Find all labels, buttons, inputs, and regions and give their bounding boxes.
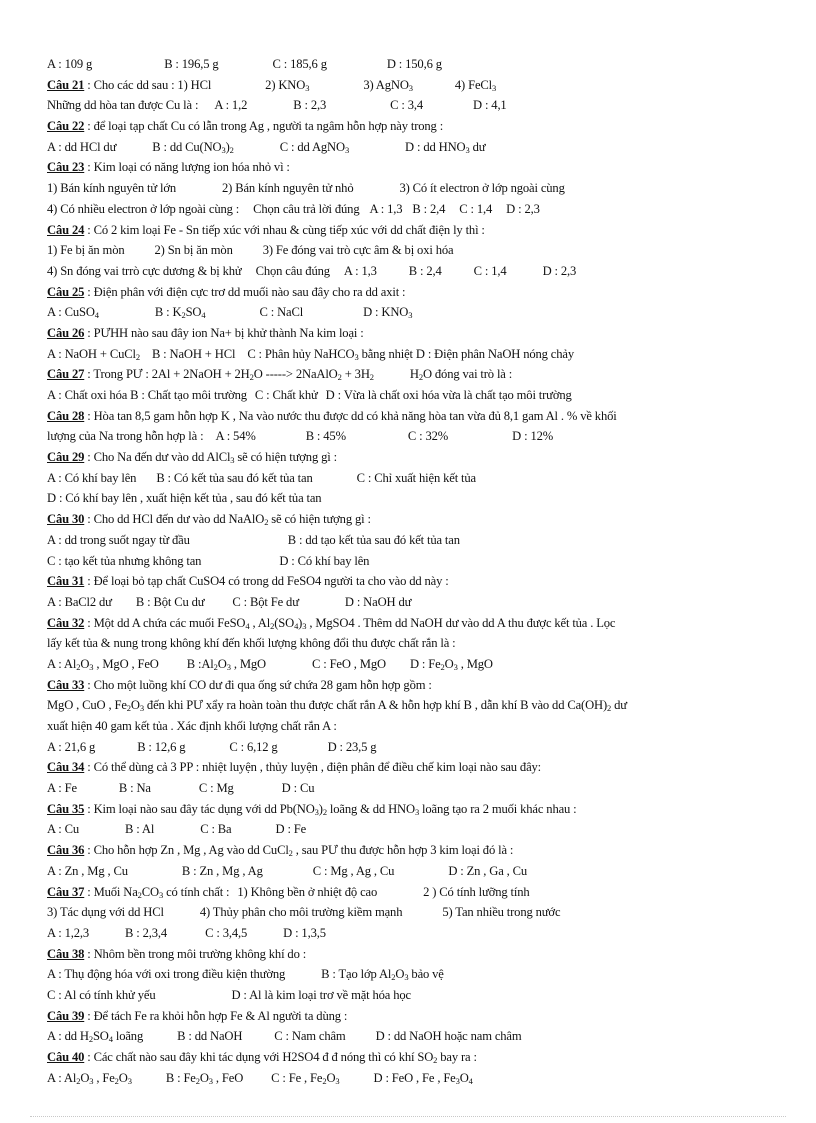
subscript: 2 [369, 372, 374, 383]
subscript: 3 [408, 82, 413, 93]
text-segment: B : 45% [305, 429, 346, 444]
answer-line [47, 240, 777, 261]
text-segment: B : Zn , Mg , Ag [181, 863, 263, 878]
text-segment: 2 ) Có tính lưỡng tính [423, 884, 530, 899]
question-line [47, 882, 777, 903]
text-segment: B : 2,3 [293, 98, 327, 113]
subscript: 2 [137, 889, 142, 900]
text-segment: , MgSO4 . Thêm dd NaOH dư vào dd A thu được kết tủa . Lọc [306, 615, 616, 630]
text-segment: A : dd H [47, 1029, 89, 1044]
text-segment: D : 12% [512, 429, 554, 444]
text-segment: , FeO [212, 1070, 244, 1085]
text-segment: O [118, 1070, 128, 1085]
text-segment: : Một dd A chứa các muối FeSO [84, 615, 246, 630]
answer-line [47, 985, 777, 1006]
subscript: 3 [354, 351, 359, 362]
text-segment: : Để tách Fe ra khỏi hỗn hợp Fe & Al người ta dùng : [84, 1008, 348, 1023]
text-segment: A : dd trong suốt ngay từ đầu [47, 532, 190, 547]
text-segment: sẽ có hiện tượng gì : [234, 450, 337, 465]
text-segment: : Cho dd HCl đến dư vào dd NaAlO [84, 512, 265, 527]
text-segment: A : Fe [47, 781, 77, 796]
text-segment: , sau PƯ thu được hỗn hợp 3 kim loại đó là : [292, 843, 514, 858]
text-segment: D : 150,6 g [386, 57, 442, 71]
question-number: Câu 23 [47, 160, 85, 175]
text-segment: D : Vừa là chất oxi hóa vừa là chất tạo môi trường [325, 388, 572, 402]
question-number: Câu 34 [47, 760, 85, 775]
text-segment: 2) Sn bị ăn mòn [154, 243, 233, 258]
text-segment: D : dd NaOH hoặc nam châm [375, 1029, 522, 1044]
text-segment: 2) KNO [265, 77, 306, 92]
text-segment: : Có 2 kim loại Fe - Sn tiếp xúc với nhau & cùng tiếp xúc với dd chất điện ly thì : [84, 222, 485, 237]
subscript: 2 [288, 848, 293, 859]
answer-line [47, 54, 777, 75]
answer-line [47, 199, 777, 220]
subscript: 2 [229, 144, 234, 155]
question-number: Câu 40 [47, 1050, 85, 1064]
text-segment: D : 2,3 [542, 263, 577, 278]
text-segment: A : BaCl2 dư [47, 594, 112, 609]
document-page [47, 54, 777, 1088]
question-line [47, 799, 777, 820]
text-segment: xuất hiện 40 gam kết tủa . Xác định khối lượng chất rắn A : [47, 719, 337, 733]
text-segment: : Để loại bỏ tạp chất CuSO4 có trong dd FeSO4 người ta cho vào dd này : [84, 574, 449, 589]
subscript: 3 [208, 1075, 213, 1086]
text-segment: B : 196,5 g [164, 57, 219, 71]
text-segment: dư [611, 698, 627, 713]
text-segment: B : Bột Cu dư [135, 594, 205, 609]
question-line [47, 613, 777, 634]
question-line [47, 447, 777, 468]
text-segment: B : dd NaOH [177, 1029, 243, 1044]
text-segment: : Cho hỗn hợp Zn , Mg , Ag vào dd CuCl [84, 843, 289, 858]
text-segment: O [130, 698, 140, 713]
text-segment: O [80, 656, 90, 671]
text-segment: B : dd Cu(NO [152, 139, 222, 154]
subscript: 2 [418, 372, 423, 383]
text-segment: D : 4,1 [473, 98, 507, 113]
question-line [47, 571, 777, 592]
text-segment: : Nhôm bền trong môi trường không khí do : [84, 946, 307, 961]
text-segment: A : Chất oxi hóa B : Chất tạo môi trường [47, 388, 247, 402]
question-line [47, 323, 777, 344]
text-segment: C : Al có tính khử yếu [47, 987, 156, 1002]
question-number: Câu 22 [47, 119, 85, 134]
subscript: 2 [76, 661, 81, 672]
answer-line [47, 695, 777, 716]
text-segment: MgO , CuO , Fe [47, 698, 127, 713]
subscript: 2 [264, 517, 269, 528]
text-segment: B : 2,4 [412, 201, 446, 216]
question-line [47, 840, 777, 861]
subscript: 3 [453, 661, 458, 672]
text-segment: A : 21,6 g [47, 739, 96, 754]
text-segment: SO [92, 1029, 109, 1044]
text-segment: B : NaOH + HCl [151, 346, 236, 361]
text-segment: B : Na [118, 781, 151, 796]
answer-line [47, 716, 777, 737]
answer-line [47, 592, 777, 613]
text-segment: 3) Fe đóng vai trò cực âm & bị oxi hóa [262, 243, 454, 258]
text-segment: : Có thể dùng cả 3 PP : nhiệt luyện , thủy luyện , điện phân để điều chế kim loại nào sau đây: [84, 760, 542, 775]
question-number: Câu 26 [47, 325, 85, 340]
subscript: 3 [302, 620, 307, 631]
text-segment: C : Mg , Ag , Cu [312, 863, 395, 878]
text-segment: Chọn câu trả lời đúng [253, 201, 360, 216]
text-segment: D : 1,3,5 [283, 925, 326, 940]
text-segment: O [395, 967, 405, 982]
answer-line [47, 488, 777, 509]
text-segment: đến khi PƯ xẩy ra hoàn toàn thu được chất rắn A & hỗn hợp khí B , dẫn khí B vào dd Ca(OH) [143, 698, 608, 713]
text-segment: : Các chất nào sau đây khi tác dụng với H2SO4 đ đ nóng thì có khí SO [84, 1050, 434, 1064]
answer-line [47, 302, 777, 323]
text-segment: 2) Bán kính nguyên tử nhỏ [222, 181, 354, 196]
subscript: 3 [89, 661, 94, 672]
subscript: 2 [270, 620, 275, 631]
question-line [47, 157, 777, 178]
text-segment: D : Al là kim loại trơ về mặt hóa học [231, 987, 411, 1002]
subscript: 3 [404, 972, 409, 983]
subscript: 2 [135, 351, 140, 362]
subscript: 3 [455, 1075, 460, 1086]
subscript: 3 [158, 889, 164, 900]
text-segment: C : 1,4 [459, 201, 493, 216]
answer-line [47, 385, 777, 406]
text-segment: D : KNO [363, 305, 409, 320]
answer-line [47, 95, 777, 116]
question-number: Câu 33 [47, 677, 85, 692]
subscript: 2 [391, 972, 396, 983]
subscript: 4 [468, 1075, 473, 1086]
text-segment: C : 3,4 [390, 98, 423, 113]
text-segment: C : tạo kết tủa nhưng không tan [47, 553, 202, 568]
text-segment: 1) Không bền ở nhiệt độ cao [237, 884, 378, 899]
question-line [47, 116, 777, 137]
text-segment: : Kim loại có năng lượng ion hóa nhỏ vì : [84, 160, 290, 175]
text-segment: 4) Sn đóng vai trrò cực dương & bị khử [47, 263, 242, 278]
text-segment: C : dd AgNO [279, 139, 345, 154]
text-segment: C : Phân hủy NaHCO [247, 346, 355, 361]
text-segment: C : 3,4,5 [205, 925, 248, 940]
text-segment: C : NaCl [259, 305, 304, 320]
question-number: Câu 32 [47, 615, 85, 630]
question-line [47, 1006, 777, 1027]
answer-line [47, 819, 777, 840]
text-segment: + 3H [341, 367, 370, 382]
text-segment: C : 185,6 g [272, 57, 327, 71]
text-segment: A : 109 g [47, 57, 93, 71]
question-line [47, 406, 777, 427]
question-number: Câu 35 [47, 801, 85, 816]
subscript: 3 [221, 144, 226, 155]
subscript: 3 [230, 455, 235, 466]
question-line [47, 282, 777, 303]
question-number: Câu 24 [47, 222, 85, 237]
subscript: 4 [94, 310, 99, 321]
text-segment: D : Có khí bay lên , xuất hiện kết tủa , sau đó kết tủa tan [47, 491, 322, 506]
text-segment: A : Có khí bay lên [47, 470, 137, 485]
subscript: 2 [213, 661, 218, 672]
text-segment: B : 2,3,4 [125, 925, 168, 940]
text-segment: B : Fe [165, 1070, 196, 1085]
text-segment: A : Al [47, 1070, 77, 1085]
text-segment: C : Chất khử [254, 388, 318, 402]
text-segment: 3) AgNO [363, 77, 409, 92]
text-segment: D : Cu [281, 781, 315, 796]
text-segment: lấy kết tủa & nung trong không khí đến khối lượng không đổi thu được chất rắn là : [47, 636, 456, 651]
answer-line [47, 778, 777, 799]
subscript: 4 [201, 310, 206, 321]
question-line [47, 364, 777, 385]
text-segment: D : Có khí bay lên [279, 553, 370, 568]
text-segment: C : FeO , MgO [311, 656, 386, 671]
text-segment: D : NaOH dư [344, 594, 412, 609]
text-segment: B : Có kết tủa sau đó kết tủa tan [156, 470, 313, 485]
text-segment: B : 12,6 g [137, 739, 186, 754]
text-segment: 1) Fe bị ăn mòn [47, 243, 125, 258]
subscript: 3 [226, 661, 231, 672]
text-segment: , MgO [457, 656, 493, 671]
question-line [47, 675, 777, 696]
text-segment: A : 1,2,3 [47, 925, 90, 940]
text-segment: C : Mg [198, 781, 234, 796]
text-segment: O [459, 1070, 469, 1085]
question-line [47, 1047, 777, 1068]
subscript: 3 [465, 144, 470, 155]
text-segment: ) [298, 615, 303, 630]
subscript: 3 [344, 144, 350, 155]
question-number: Câu 25 [47, 284, 85, 299]
subscript: 2 [88, 1034, 93, 1045]
text-segment: : để loại tạp chất Cu có lẫn trong Ag , người ta ngâm hỗn hợp này trong : [84, 119, 444, 134]
text-segment: B : 2,4 [408, 263, 442, 278]
text-segment: : Điện phân với điện cực trơ dd muối nào sau đây cho ra dd axit : [84, 284, 406, 299]
subscript: 2 [322, 1075, 327, 1086]
answer-line [47, 426, 777, 447]
text-segment: sẽ có hiện tượng gì : [268, 512, 371, 527]
question-number: Câu 29 [47, 450, 85, 465]
text-segment: B : dd tạo kết tủa sau đó kết tủa tan [287, 532, 460, 547]
subscript: 3 [89, 1075, 94, 1086]
text-segment: (SO [274, 615, 295, 630]
text-segment: O [444, 656, 454, 671]
question-line [47, 757, 777, 778]
text-segment: : Cho Na đến dư vào dd AlCl [84, 450, 231, 465]
text-segment: O [326, 1070, 336, 1085]
text-segment: ) [318, 801, 323, 816]
text-segment: A : Zn , Mg , Cu [47, 863, 128, 878]
text-segment: loãng tạo ra 2 muối khác nhau : [419, 801, 577, 816]
answer-line [47, 633, 777, 654]
subscript: 2 [440, 661, 445, 672]
text-segment: O đóng vai trò là : [422, 367, 513, 382]
text-segment: C : 1,4 [473, 263, 507, 278]
text-segment: : Kim loại nào sau đây tác dụng với dd Pb(NO [84, 801, 315, 816]
subscript: 3 [127, 1075, 132, 1086]
question-number: Câu 36 [47, 843, 85, 858]
answer-line [47, 530, 777, 551]
text-segment: : Cho các dd sau : 1) HCl [84, 77, 212, 92]
text-segment: , Al [249, 615, 271, 630]
text-segment: dư [469, 139, 486, 154]
subscript: 3 [414, 806, 420, 817]
text-segment: lượng của Na trong hỗn hợp là : [47, 429, 204, 444]
page-bottom-divider [30, 1116, 786, 1117]
text-segment: C : 6,12 g [229, 739, 278, 754]
answer-line [47, 964, 777, 985]
text-segment: C : Chỉ xuất hiện kết tủa [356, 470, 476, 485]
text-segment: A : dd HCl dư [47, 139, 117, 154]
question-number: Câu 38 [47, 946, 85, 961]
text-segment: B : Tạo lớp Al [321, 967, 392, 982]
text-segment: : Trong PƯ : 2Al + 2NaOH + 2H [84, 367, 250, 382]
text-segment: , MgO [230, 656, 266, 671]
question-line [47, 944, 777, 965]
subscript: 4 [245, 620, 250, 631]
text-segment: : Cho một luồng khí CO dư đi qua ống sứ chứa 28 gam hỗn hợp gồm : [84, 677, 432, 692]
text-segment: 5) Tan nhiều trong nước [442, 905, 561, 920]
text-segment: A : NaOH + CuCl [47, 346, 136, 361]
text-segment: D : Fe [409, 656, 441, 671]
text-segment: có tính chất : [163, 884, 230, 899]
subscript: 3 [305, 82, 310, 93]
text-segment: D : 2,3 [506, 201, 540, 216]
subscript: 2 [607, 703, 612, 714]
text-segment: D : dd HNO [405, 139, 466, 154]
text-segment: : PƯHH nào sau đây ion Na+ bị khử thành Na kim loại : [84, 325, 364, 340]
text-segment: C : Fe , Fe [271, 1070, 323, 1085]
subscript: 4 [108, 1034, 113, 1045]
text-segment: , MgO , FeO [93, 656, 159, 671]
question-number: Câu 39 [47, 1008, 85, 1023]
text-segment: D : FeO , Fe , Fe [373, 1070, 456, 1085]
text-segment: bằng nhiệt D : Điện phân NaOH nóng chảy [358, 346, 574, 361]
answer-line [47, 261, 777, 282]
answer-line [47, 1026, 777, 1047]
text-segment: A : CuSO [47, 305, 95, 320]
subscript: 2 [195, 1075, 200, 1086]
question-number: Câu 30 [47, 512, 85, 527]
question-line [47, 220, 777, 241]
subscript: 2 [114, 1075, 119, 1086]
subscript: 3 [335, 1075, 340, 1086]
text-segment: 4) Thủy phân cho môi trường kiềm mạnh [199, 905, 403, 920]
text-segment: D : 23,5 g [327, 739, 377, 754]
text-segment: A : 1,3 [369, 201, 403, 216]
text-segment: A : 54% [215, 429, 256, 444]
text-segment: O [80, 1070, 90, 1085]
text-segment: D : Fe [275, 822, 307, 837]
answer-line [47, 178, 777, 199]
text-segment: A : Cu [47, 822, 79, 837]
text-segment: 3) Tác dụng với dd HCl [47, 905, 164, 920]
answer-line [47, 861, 777, 882]
answer-line [47, 344, 777, 365]
answer-line [47, 923, 777, 944]
answer-line [47, 137, 777, 158]
subscript: 2 [181, 310, 186, 321]
text-segment: A : 1,2 [214, 98, 248, 113]
text-segment: , Fe [93, 1070, 115, 1085]
subscript: 2 [126, 703, 131, 714]
subscript: 2 [337, 372, 342, 383]
answer-line [47, 737, 777, 758]
subscript: 2 [322, 806, 327, 817]
subscript: 3 [492, 82, 497, 93]
text-segment: B :Al [186, 656, 214, 671]
text-segment: : Muối Na [84, 884, 138, 899]
text-segment: Chọn câu đúng [255, 263, 330, 278]
text-segment: B : K [154, 305, 182, 320]
subscript: 3 [314, 806, 319, 817]
subscript: 2 [76, 1075, 81, 1086]
text-segment: 4) FeCl [454, 77, 492, 92]
text-segment: A : Thụ động hóa với oxi trong điều kiện thường [47, 967, 286, 982]
answer-line [47, 551, 777, 572]
text-segment: C : Nam châm [274, 1029, 346, 1044]
answer-line [47, 654, 777, 675]
question-number: Câu 21 [47, 77, 85, 92]
question-number: Câu 27 [47, 367, 85, 382]
question-number: Câu 28 [47, 408, 85, 423]
text-segment: D : Zn , Ga , Cu [448, 863, 528, 878]
subscript: 2 [433, 1055, 438, 1065]
text-segment: loãng & dd HNO [326, 801, 415, 816]
text-segment: bay ra : [437, 1050, 477, 1064]
answer-line [47, 902, 777, 923]
text-segment: 3) Có ít electron ở lớp ngoài cùng [399, 181, 565, 196]
text-segment: C : Ba [200, 822, 232, 837]
text-segment: O [199, 1070, 209, 1085]
question-line [47, 75, 777, 96]
text-segment: O -----> 2NaAlO [253, 367, 338, 382]
text-segment: SO [185, 305, 202, 320]
text-segment: 4) Có nhiều electron ở lớp ngoài cùng : [47, 201, 240, 216]
answer-line [47, 1068, 777, 1089]
text-segment: CO [141, 884, 159, 899]
question-line [47, 509, 777, 530]
text-segment: Những dd hòa tan được Cu là : [47, 98, 199, 113]
text-segment: bảo vệ [408, 967, 444, 982]
answer-line [47, 468, 777, 489]
subscript: 3 [139, 703, 144, 714]
text-segment: A : Al [47, 656, 77, 671]
text-segment: C : 32% [407, 429, 449, 444]
text-segment: O [217, 656, 227, 671]
text-segment: C : Bột Fe dư [232, 594, 299, 609]
text-segment: B : Al [125, 822, 155, 837]
text-segment: loãng [112, 1029, 144, 1044]
text-segment: A : 1,3 [343, 263, 377, 278]
question-number: Câu 31 [47, 574, 85, 589]
subscript: 4 [294, 620, 299, 631]
subscript: 2 [249, 372, 254, 383]
subscript: 3 [408, 310, 413, 321]
text-segment: : Hòa tan 8,5 gam hỗn hợp K , Na vào nước thu được dd có khả năng hòa tan vừa đủ 8,1 gam Al . % về khối [84, 408, 617, 423]
text-segment: H [409, 367, 419, 382]
question-number: Câu 37 [47, 884, 85, 899]
text-segment: ) [225, 139, 230, 154]
text-segment: 1) Bán kính nguyên tử lớn [47, 181, 177, 196]
